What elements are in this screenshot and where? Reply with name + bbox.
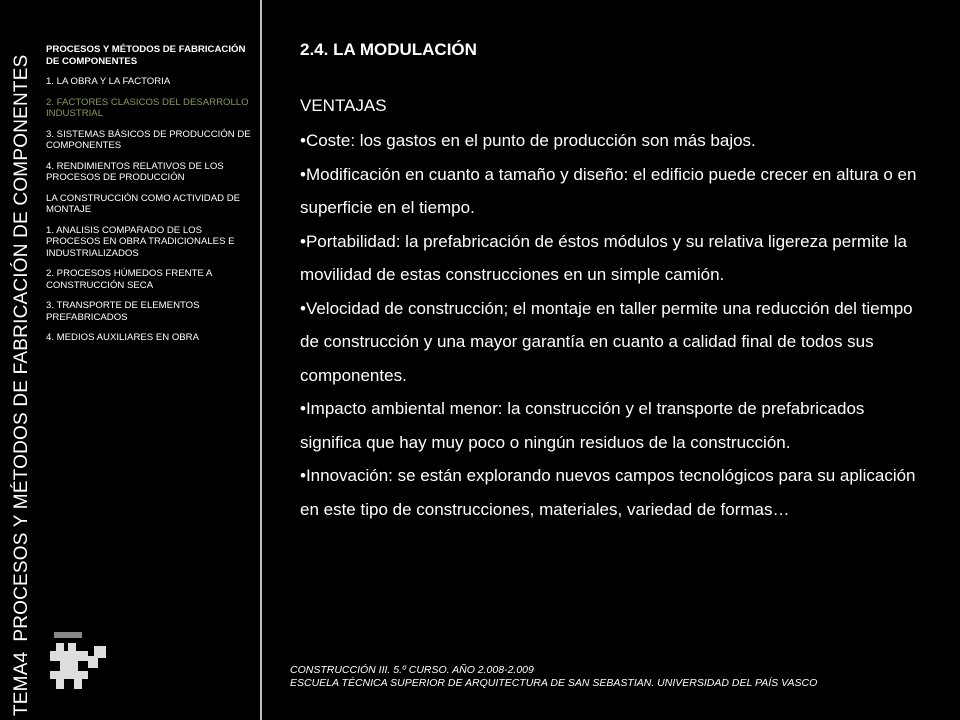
toc-item-transporte[interactable]: 3. TRANSPORTE DE ELEMENTOS PREFABRICADOS [46,300,200,323]
footer [290,664,817,690]
main-content [300,38,930,526]
sidebar-toc [46,44,256,353]
tema-label: TEMA4 [11,651,32,716]
section-subtitle: VENTAJAS [300,96,387,115]
list-item: •Portabilidad: la prefabricación de éstos módulos y su relativa ligereza permite la movilidad de estas construcciones en un simple camión. [300,231,907,284]
toc-item-factores-clasicos[interactable]: 2. FACTORES CLASICOS DEL DESARROLLO INDUSTRIAL [46,96,249,119]
toc-item-sistemas-basicos[interactable]: 3. SISTEMAS BÁSICOS DE PRODUCCIÓN DE COMPONENTES [46,128,251,151]
vertical-divider [260,0,262,720]
footer-course: CONSTRUCCIÓN III. 5.º CURSO. AÑO 2.008-2.009 [290,664,534,676]
sidebar-heading: PROCESOS Y MÉTODOS DE FABRICACIÓN DE COMPONENTES [46,44,246,67]
vertical-course-title [6,4,38,716]
advantages-list [300,124,930,526]
list-item: •Impacto ambiental menor: la construcción y el transporte de prefabricados significa que hay muy poco o ningún residuos de la construcción. [300,399,865,452]
toc-item-medios-auxiliares[interactable]: 4. MEDIOS AUXILIARES EN OBRA [46,332,200,343]
list-item: •Velocidad de construcción; el montaje en taller permite una reducción del tiempo de construcción y una mayor garantía en cuanto a calidad final de todos sus componentes. [300,298,913,385]
list-item: •Innovación: se están explorando nuevos campos tecnológicos para su aplicación en este tipo de construcciones, materiales, variedad de formas… [300,466,916,519]
toc-item-construccion-montaje[interactable]: LA CONSTRUCCIÓN COMO ACTIVIDAD DE MONTAJE [46,192,241,215]
list-item: •Coste: los gastos en el punto de producción son más bajos. [300,131,756,150]
course-title: PROCESOS Y MÉTODOS DE FABRICACIÓN DE COMPONENTES [11,54,32,642]
university-logo-icon [50,632,112,692]
toc-item-rendimientos[interactable]: 4. RENDIMIENTOS RELATIVOS DE LOS PROCESOS DE PRODUCCIÓN [46,160,224,183]
footer-school: ESCUELA TÉCNICA SUPERIOR DE ARQUITECTURA DE SAN SEBASTIAN. UNIVERSIDAD DEL PAÍS VASCO [290,677,818,689]
list-item: •Modificación en cuanto a tamaño y diseño: el edificio puede crecer en altura o en superficie en el tiempo. [300,164,917,217]
toc-item-procesos-humedos[interactable]: 2. PROCESOS HÚMEDOS FRENTE A CONSTRUCCIÓN SECA [46,268,212,291]
toc-item-obra-factoria[interactable]: 1. LA OBRA Y LA FACTORIA [46,76,171,87]
toc-item-analisis-comparado[interactable]: 1. ANALISIS COMPARADO DE LOS PROCESOS EN OBRA TRADICIONALES E INDUSTRIALIZADOS [46,224,235,259]
slide-title: 2.4. LA MODULACIÓN [300,40,477,59]
